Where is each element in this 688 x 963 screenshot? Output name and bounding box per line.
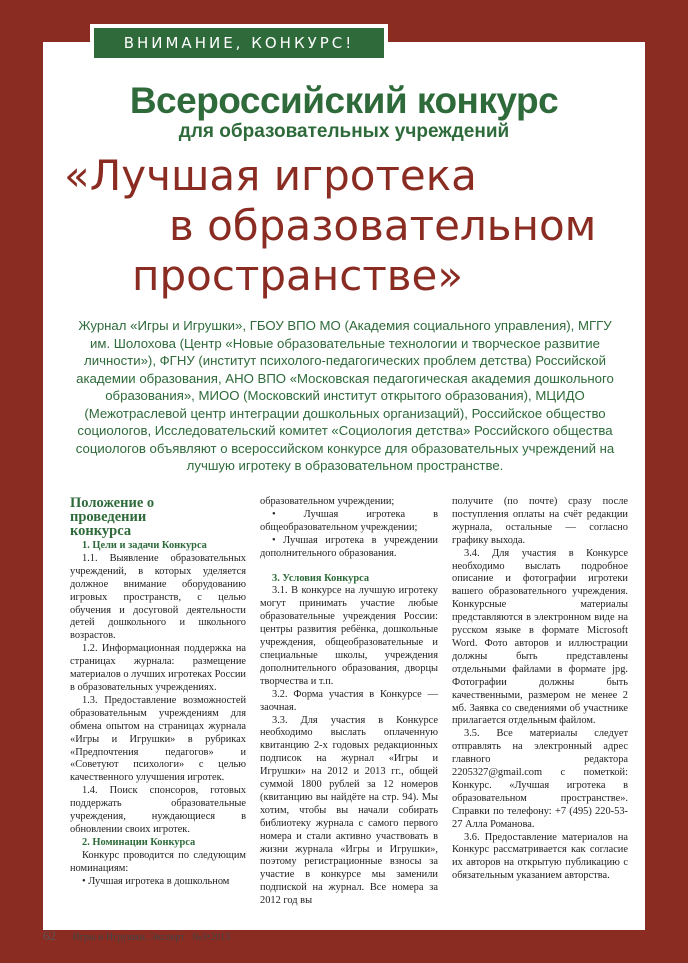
bullet-2: • Лучшая игротека в общеобразовательном учреждении;	[260, 508, 438, 533]
column-2	[260, 496, 438, 908]
paragraph-1-3: 1.3. Предоставление возможностей образовательным учреждениям для обмена опытом на страницах журнала «Игры и Игрушки» в рубриках «Предпочтения педагогов» и «Советуют психологи» с целью качественного улучшения игротек.	[70, 694, 246, 784]
continued-text: образовательном учреждении;	[260, 496, 395, 507]
continued-text-2: получите (по почте) сразу после поступления оплаты на счёт редакции журнала, остальные — согласно графику выхода.	[452, 496, 628, 546]
paragraph-1-4: 1.4. Поиск спонсоров, готовых поддержать образовательные учреждения, нуждающиеся в обновлении своих игротек.	[70, 785, 246, 835]
banner-label: ВНИМАНИЕ, КОНКУРС!	[94, 28, 384, 58]
banner	[90, 24, 388, 62]
subheading-nominations: 2. Номинации Конкурса	[82, 836, 196, 848]
paragraph-3-1: 3.1. В конкурсе на лучшую игротеку могут принимать участие любые образовательные учреждения России: центры развития ребёнка, дошкольные учреждения, общеобразовательные и специальные школы, учреждения дополнительного образования, дворцы творчества и т.п.	[260, 585, 438, 687]
paragraph-3-4: 3.4. Для участия в Конкурсе необходимо выслать подробное описание и фотографии игротеки вашего образовательного учреждения. Конкурсные материалы представляются в электронном виде на русском языке в формате Microsoft Word. Фото авторов и иллюстрации должны быть представлены отдельными файлами в формате jpg. Фотографии должны быть качественными, размером не менее 2 мб. Заявка со сведениями об участнике прилагается отдельным файлом.	[452, 547, 628, 727]
column-3	[452, 496, 628, 883]
title-main: Всероссийский конкурс	[129, 80, 559, 121]
headline-line-1: «Лучшая игротека	[64, 151, 477, 200]
paragraph-3-3: 3.3. Для участия в Конкурсе необходимо выслать оплаченную квитанцию 2-х годовых редакционных подписок на журнал «Игры и Игрушки» на 2012 и 2013 гг., общей суммой 1800 рублей за 12 номеров (квитанцию вы найдёте на стр. 94). Мы хотим, чтобы вы начали собирать библиотеку журнала с самого первого номера и стали активно участвовать в жизни журнала «Игры и Игрушки», поэтому регистрационные взносы за участие в конкурсе мы заменили подпиской на журнал. Все номера за 2012 год вы	[260, 714, 438, 907]
bullet-1: • Лучшая игротека в дошкольном	[82, 875, 230, 887]
column-1	[70, 496, 246, 888]
paragraph-1-2: 1.2. Информационная поддержка на страницах журнала: размещение материалов о лучших игротеках России в образовательных учреждениях.	[70, 643, 246, 693]
paragraph-3-5: 3.5. Все материалы следует отправлять на электронный адрес главного редактора 2205327@gmail.com с пометкой: Конкурс. «Лучшая игротека в образовательном пространстве». Справки по телефону: +7 (495) 220-53-27 Алла Романова.	[452, 728, 628, 830]
headline-line-2: в образовательном	[169, 201, 597, 250]
page-number: 62	[43, 928, 56, 943]
title-sub: для образовательных учреждений	[178, 121, 510, 142]
subheading-conditions: 3. Условия Конкурса	[272, 572, 370, 584]
section-heading: Положение о проведении конкурса	[70, 495, 155, 539]
paragraph-3-6: 3.6. Предоставление материалов на Конкурс рассматривается как согласие их авторов на открытую публикацию с обязательным указанием авторства.	[452, 831, 628, 882]
paragraph-3-2: 3.2. Форма участия в Конкурсе — заочная.	[260, 688, 438, 713]
footer	[43, 928, 230, 944]
paragraph-1-1: 1.1. Выявление образовательных учреждений, в которых уделяется должное внимание оборудованию игровых пространств, с целью обучения и досуговой деятельности детей дошкольного и школьного возрастов.	[70, 552, 246, 642]
intro-paragraph: Журнал «Игры и Игрушки», ГБОУ ВПО МО (Академия социального управления), МГГУ им. Шолохова (Центр «Новые образовательные технологии и творческое развитие личности»), ФГНУ (институт психолого-педагогических проблем детства) Российской академии образования, АНО ВПО «Московская педагогическая академия дошкольного образования», МИОО (Московский институт открытого образования), МЦИДО (Межотраслевой центр интеграции дошкольных организаций), Российское общество социологов, Исследовательский комитет «Социология детства» Российского общества социологов объявляют о всероссийском конкурсе для образовательных учреждений на лучшую игротеку в образовательном пространстве.	[75, 318, 615, 473]
footer-publication: Игры и Игрушки. Эксперт №3•2013	[72, 932, 231, 943]
paragraph-2-0: Конкурс проводится по следующим номинациям:	[70, 849, 246, 874]
subheading-goals: 1. Цели и задачи Конкурса	[82, 540, 207, 551]
bullet-3: • Лучшая игротека в учреждении дополнительного образования.	[260, 534, 438, 559]
headline-line-3: пространстве»	[132, 251, 464, 300]
